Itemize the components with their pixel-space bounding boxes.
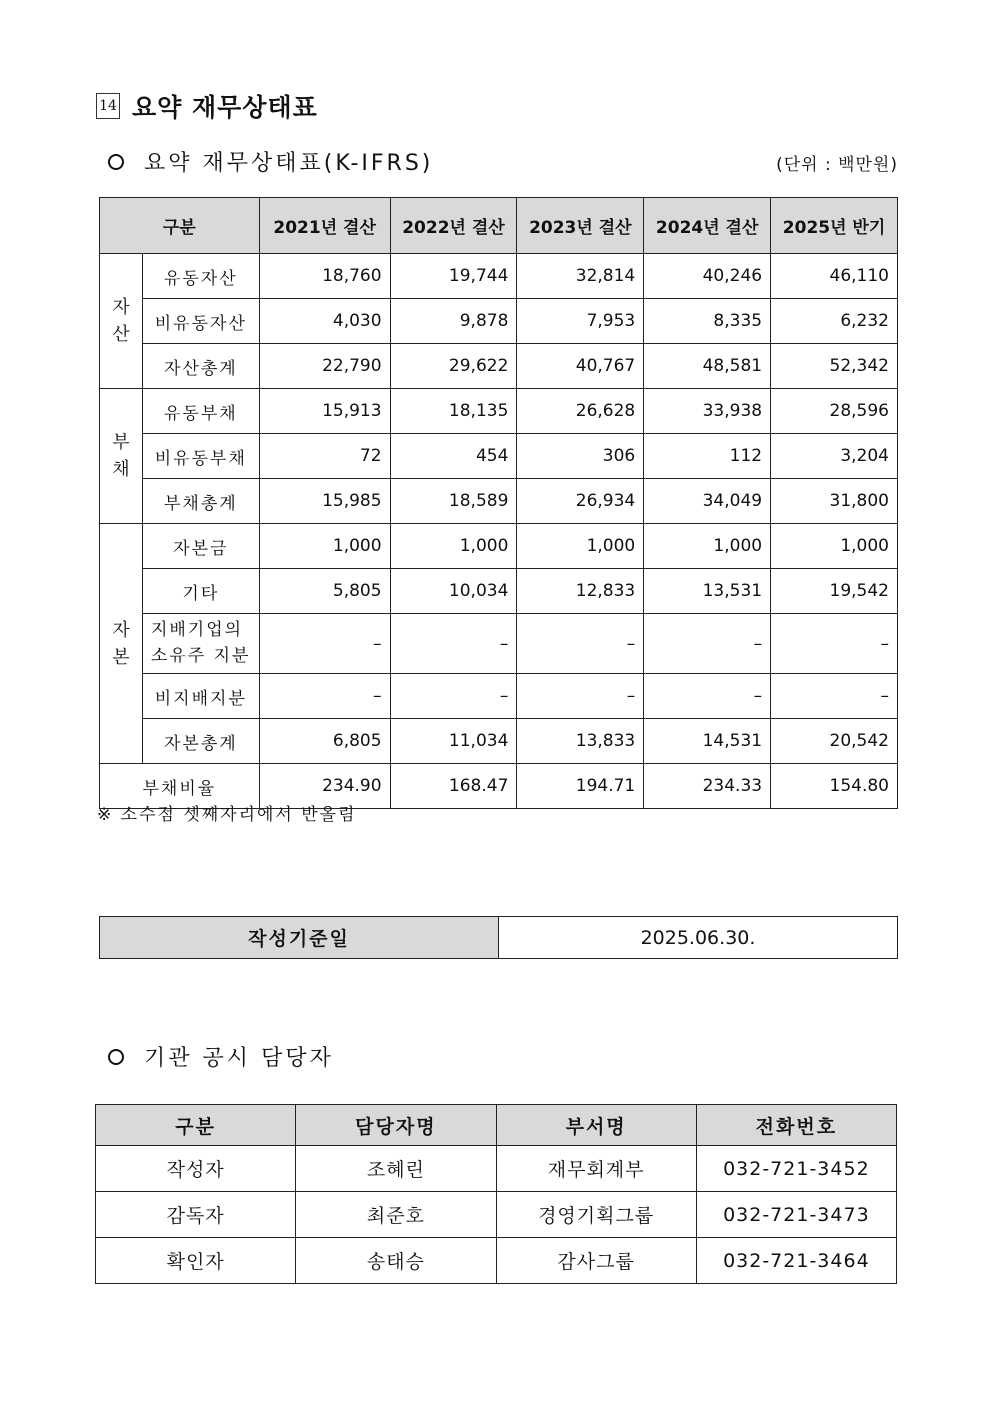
table-header-row — [100, 198, 898, 254]
row-label: 비유동부채 — [142, 434, 259, 479]
row-label: 기타 — [142, 569, 259, 614]
table-cell: 112 — [644, 434, 771, 479]
table-row — [100, 389, 898, 434]
row-label: 자본총계 — [142, 719, 259, 764]
table-cell: 11,034 — [390, 719, 517, 764]
table-cell: 1,000 — [771, 524, 898, 569]
table-cell: 234.90 — [259, 764, 390, 809]
table-cell: 34,049 — [644, 479, 771, 524]
table-cell: 168.47 — [390, 764, 517, 809]
financial-summary-table — [99, 197, 898, 809]
table-cell: 재무회계부 — [496, 1146, 696, 1192]
table-cell: 3,204 — [771, 434, 898, 479]
header-phone: 전화번호 — [696, 1105, 896, 1146]
table-cell: 조혜린 — [296, 1146, 496, 1192]
table-cell: 31,800 — [771, 479, 898, 524]
table-cell: – — [771, 674, 898, 719]
contacts-table — [95, 1104, 897, 1284]
table-cell: 15,985 — [259, 479, 390, 524]
table-cell: 18,135 — [390, 389, 517, 434]
header-category: 구분 — [100, 198, 260, 254]
table-row — [100, 917, 898, 959]
table-cell: 작성자 — [96, 1146, 296, 1192]
header-2025: 2025년 반기 — [771, 198, 898, 254]
table-row — [100, 299, 898, 344]
table-cell: 14,531 — [644, 719, 771, 764]
row-label: 유동부채 — [142, 389, 259, 434]
table-cell: 46,110 — [771, 254, 898, 299]
circle-bullet-icon — [108, 154, 124, 170]
section-number: 14 — [96, 93, 120, 119]
table-cell: 032-721-3473 — [696, 1192, 896, 1238]
unit-label: (단위 : 백만원) — [776, 155, 898, 175]
base-date-value: 2025.06.30. — [499, 917, 898, 959]
table-cell: 1,000 — [259, 524, 390, 569]
table-cell: 234.33 — [644, 764, 771, 809]
header-2022: 2022년 결산 — [390, 198, 517, 254]
table-row — [100, 614, 898, 674]
table-cell: 18,760 — [259, 254, 390, 299]
table-cell: 52,342 — [771, 344, 898, 389]
summary-subtitle: 요약 재무상태표(K-IFRS) — [144, 151, 434, 176]
header-2021: 2021년 결산 — [259, 198, 390, 254]
table-cell: 15,913 — [259, 389, 390, 434]
header-name: 담당자명 — [296, 1105, 496, 1146]
table-row — [100, 479, 898, 524]
row-label: 자산총계 — [142, 344, 259, 389]
table-header-row — [96, 1105, 897, 1146]
group-equity: 자 본 — [100, 524, 143, 764]
table-cell: 20,542 — [771, 719, 898, 764]
table-cell: – — [771, 614, 898, 674]
table-cell: – — [517, 674, 644, 719]
section-heading — [96, 88, 318, 124]
table-row — [100, 719, 898, 764]
table-row — [96, 1146, 897, 1192]
row-label: 지배기업의 소유주 지분 — [142, 614, 259, 674]
row-label: 비유동자산 — [142, 299, 259, 344]
table-cell: 확인자 — [96, 1238, 296, 1284]
row-label: 부채비율 — [100, 764, 260, 809]
table-cell: 306 — [517, 434, 644, 479]
section-title: 요약 재무상태표 — [132, 93, 318, 122]
table-row — [100, 344, 898, 389]
table-cell: 6,232 — [771, 299, 898, 344]
circle-bullet-icon — [108, 1049, 124, 1065]
base-date-label: 작성기준일 — [100, 917, 499, 959]
table-cell: 경영기획그룹 — [496, 1192, 696, 1238]
table-cell: 22,790 — [259, 344, 390, 389]
table-cell: 13,833 — [517, 719, 644, 764]
table-row — [100, 569, 898, 614]
table-cell: 1,000 — [517, 524, 644, 569]
table-cell: 154.80 — [771, 764, 898, 809]
rounding-note: ※ 소수점 셋째자리에서 반올림 — [97, 805, 357, 825]
contacts-subtitle-row — [108, 1041, 334, 1072]
table-cell: – — [259, 674, 390, 719]
header-department: 부서명 — [496, 1105, 696, 1146]
header-2024: 2024년 결산 — [644, 198, 771, 254]
table-cell: 6,805 — [259, 719, 390, 764]
table-cell: 48,581 — [644, 344, 771, 389]
row-label: 유동자산 — [142, 254, 259, 299]
header-2023: 2023년 결산 — [517, 198, 644, 254]
table-cell: – — [644, 674, 771, 719]
group-assets: 자 산 — [100, 254, 143, 389]
table-cell: 32,814 — [517, 254, 644, 299]
table-cell: 7,953 — [517, 299, 644, 344]
table-cell: 19,542 — [771, 569, 898, 614]
table-cell: 18,589 — [390, 479, 517, 524]
contacts-subtitle: 기관 공시 담당자 — [144, 1046, 334, 1071]
table-cell: 72 — [259, 434, 390, 479]
table-cell: 40,246 — [644, 254, 771, 299]
table-cell: 032-721-3464 — [696, 1238, 896, 1284]
table-cell: 13,531 — [644, 569, 771, 614]
table-cell: – — [517, 614, 644, 674]
table-row — [100, 434, 898, 479]
table-cell: – — [644, 614, 771, 674]
table-cell: 1,000 — [644, 524, 771, 569]
table-cell: – — [259, 614, 390, 674]
table-cell: 1,000 — [390, 524, 517, 569]
row-label: 비지배지분 — [142, 674, 259, 719]
table-cell: 5,805 — [259, 569, 390, 614]
table-cell: 29,622 — [390, 344, 517, 389]
table-cell: 8,335 — [644, 299, 771, 344]
table-cell: 4,030 — [259, 299, 390, 344]
table-cell: 194.71 — [517, 764, 644, 809]
table-cell: 26,628 — [517, 389, 644, 434]
table-cell: 454 — [390, 434, 517, 479]
table-row — [100, 674, 898, 719]
table-cell: 33,938 — [644, 389, 771, 434]
table-cell: 40,767 — [517, 344, 644, 389]
summary-subtitle-row — [108, 146, 433, 177]
table-cell: 032-721-3452 — [696, 1146, 896, 1192]
table-cell: – — [390, 674, 517, 719]
table-row — [96, 1192, 897, 1238]
table-cell: 감사그룹 — [496, 1238, 696, 1284]
table-cell: 26,934 — [517, 479, 644, 524]
table-row — [96, 1238, 897, 1284]
table-cell: 송태승 — [296, 1238, 496, 1284]
row-label: 부채총계 — [142, 479, 259, 524]
table-cell: 10,034 — [390, 569, 517, 614]
table-cell: 9,878 — [390, 299, 517, 344]
table-cell: 감독자 — [96, 1192, 296, 1238]
table-cell: 12,833 — [517, 569, 644, 614]
table-cell: – — [390, 614, 517, 674]
group-liabilities: 부 채 — [100, 389, 143, 524]
base-date-table — [99, 916, 898, 959]
table-row — [100, 524, 898, 569]
table-cell: 19,744 — [390, 254, 517, 299]
row-label: 자본금 — [142, 524, 259, 569]
header-category: 구분 — [96, 1105, 296, 1146]
table-row — [100, 254, 898, 299]
table-cell: 28,596 — [771, 389, 898, 434]
table-cell: 최준호 — [296, 1192, 496, 1238]
